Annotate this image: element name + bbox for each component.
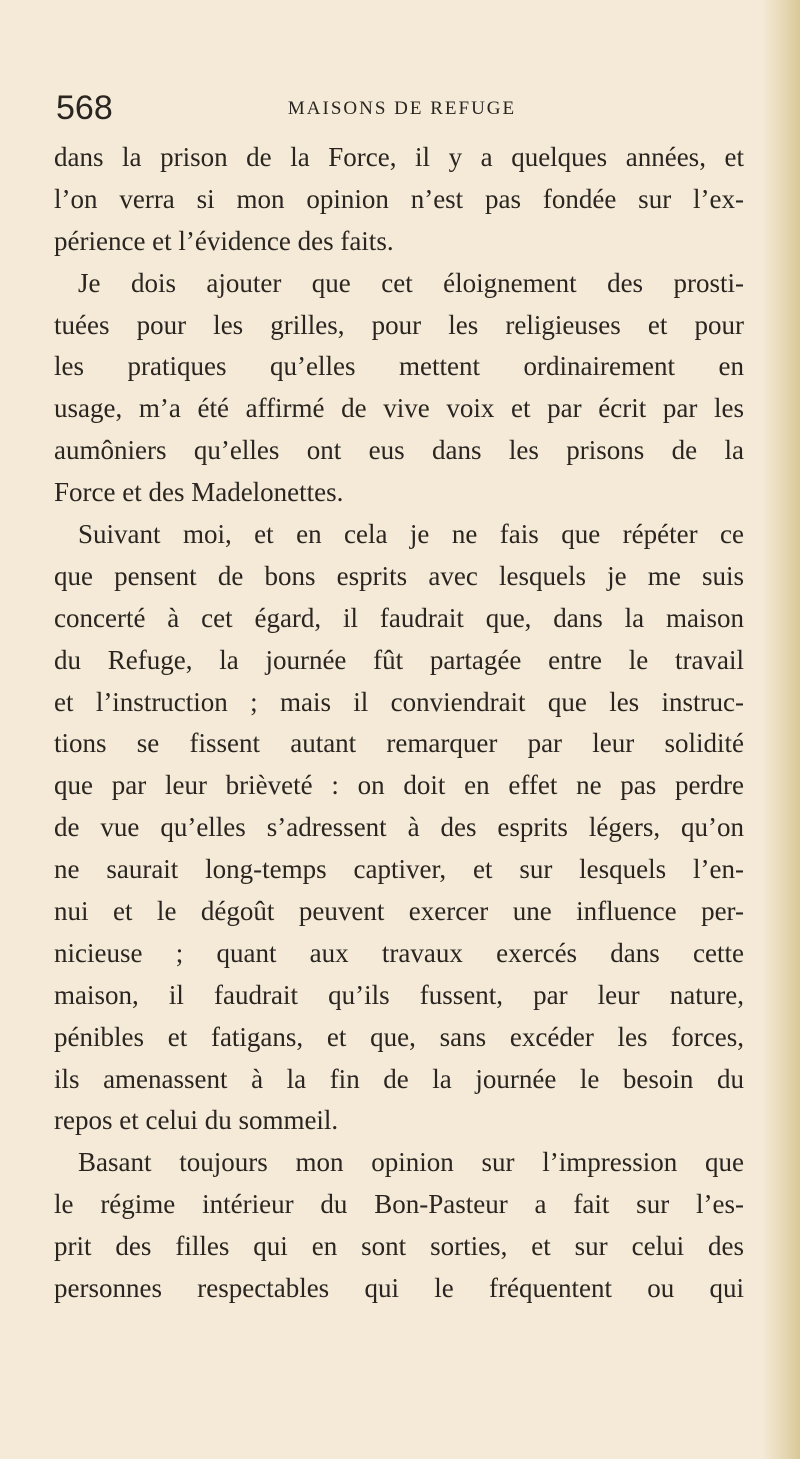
- page-header: [54, 88, 750, 128]
- text-line: le régime intérieur du Bon-Pasteur a fait sur l’es-: [54, 1189, 744, 1220]
- text-line: repos et celui du sommeil.: [54, 1105, 339, 1136]
- text-line: dans la prison de la Force, il y a quelques années, et: [54, 142, 744, 172]
- text-line: prit des filles qui en sont sorties, et sur celui des: [54, 1231, 744, 1262]
- text-line: Je dois ajouter que cet éloignement des prosti-: [78, 267, 744, 298]
- text-line: du Refuge, la journée fût partagée entre le travail: [54, 644, 744, 675]
- text-line: concerté à cet égard, il faudrait que, dans la maison: [54, 602, 744, 633]
- text-line: nicieuse ; quant aux travaux exercés dans cette: [54, 937, 744, 968]
- text-line: tions se fissent autant remarquer par leur solidité: [54, 728, 744, 759]
- text-line: usage, m’a été affirmé de vive voix et par écrit par les: [54, 393, 744, 424]
- text-line: que par leur brièveté : on doit en effet ne pas perdre: [54, 770, 744, 801]
- body-text: [54, 137, 744, 1310]
- text-line: tuées pour les grilles, pour les religieuses et pour: [54, 309, 744, 340]
- page-edge-shadow: [762, 0, 800, 1459]
- text-line: personnes respectables qui le fréquentent ou qui: [54, 1273, 744, 1304]
- text-line: Suivant moi, et en cela je ne fais que répéter ce: [78, 519, 744, 550]
- text-line: que pensent de bons esprits avec lesquels je me suis: [54, 560, 744, 591]
- text-line: pénibles et fatigans, et que, sans excéder les forces,: [54, 1021, 744, 1052]
- text-line: et l’instruction ; mais il conviendrait que les instruc-: [54, 686, 744, 717]
- text-line: ils amenassent à la fin de la journée le besoin du: [54, 1063, 744, 1094]
- text-line: l’on verra si mon opinion n’est pas fondée sur l’ex-: [54, 183, 744, 214]
- page-number: 568: [56, 89, 113, 127]
- text-line: périence et l’évidence des faits.: [54, 225, 394, 256]
- text-line: les pratiques qu’elles mettent ordinairement en: [54, 351, 744, 382]
- text-line: maison, il faudrait qu’ils fussent, par leur nature,: [54, 979, 744, 1010]
- text-line: de vue qu’elles s’adressent à des esprits légers, qu’on: [54, 812, 744, 843]
- text-line: nui et le dégoût peuvent exercer une influence per-: [54, 896, 744, 927]
- text-line: Force et des Madelonettes.: [54, 477, 344, 508]
- running-head: MAISONS DE REFUGE: [287, 98, 517, 119]
- text-line: aumôniers qu’elles ont eus dans les prisons de la: [54, 435, 744, 466]
- text-line: ne saurait long-temps captiver, et sur lesquels l’en-: [54, 854, 744, 885]
- text-line: Basant toujours mon opinion sur l’impression que: [78, 1147, 744, 1178]
